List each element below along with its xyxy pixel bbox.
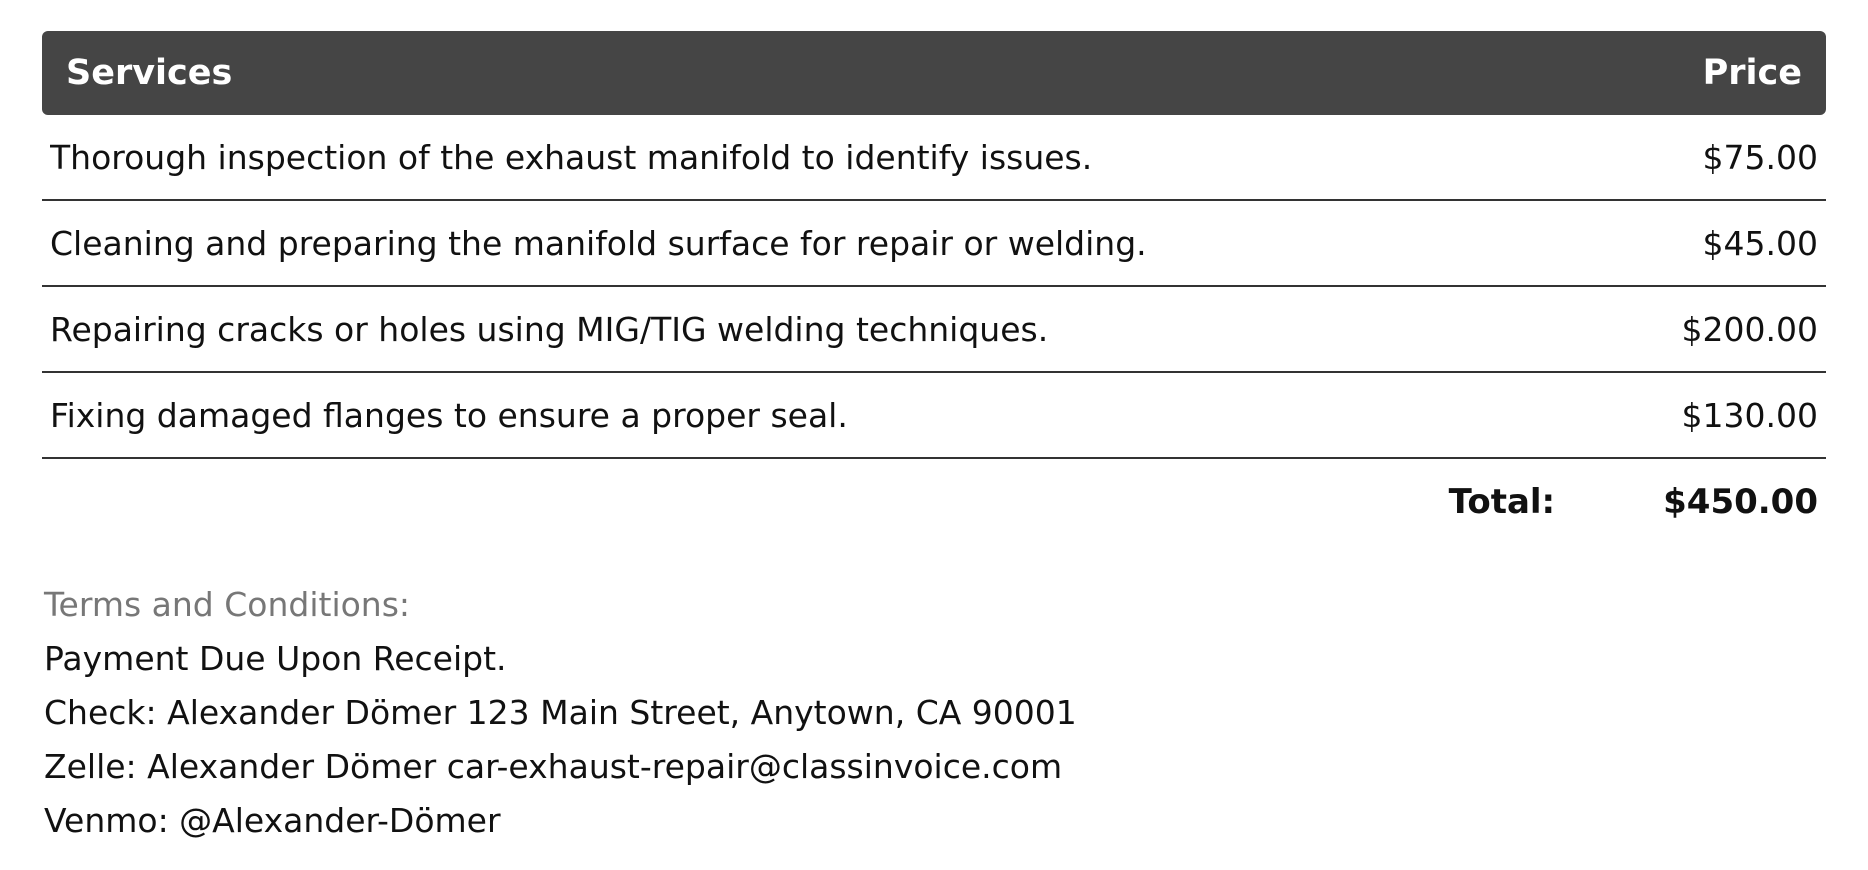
service-price: $45.00: [1702, 223, 1818, 263]
table-header: [42, 31, 1826, 115]
terms-line-venmo: Venmo: @Alexander-Dömer: [44, 801, 501, 840]
total-label: Total:: [1448, 482, 1556, 522]
total-row: [42, 459, 1826, 545]
terms-line-check: Check: Alexander Dömer 123 Main Street, Anytown, CA 90001: [44, 693, 1077, 732]
service-description: Repairing cracks or holes using MIG/TIG welding techniques.: [50, 309, 1049, 349]
total-value: $450.00: [1663, 482, 1818, 522]
table-row: [42, 201, 1826, 287]
service-description: Fixing damaged flanges to ensure a proper seal.: [50, 395, 848, 435]
service-description: Cleaning and preparing the manifold surface for repair or welding.: [50, 223, 1147, 263]
terms-section: [44, 578, 1077, 848]
table-row: [42, 373, 1826, 459]
services-table: [42, 31, 1826, 545]
service-description: Thorough inspection of the exhaust manifold to identify issues.: [50, 137, 1093, 177]
service-price: $200.00: [1681, 309, 1818, 349]
table-row: [42, 115, 1826, 201]
table-body: [42, 115, 1826, 459]
service-price: $75.00: [1702, 137, 1818, 177]
services-column-header: Services: [66, 53, 233, 93]
table-row: [42, 287, 1826, 373]
terms-line-payment: Payment Due Upon Receipt.: [44, 639, 507, 678]
service-price: $130.00: [1681, 395, 1818, 435]
terms-line-zelle: Zelle: Alexander Dömer car-exhaust-repair@classinvoice.com: [44, 747, 1063, 786]
price-column-header: Price: [1702, 53, 1802, 93]
terms-title: Terms and Conditions:: [44, 585, 411, 624]
